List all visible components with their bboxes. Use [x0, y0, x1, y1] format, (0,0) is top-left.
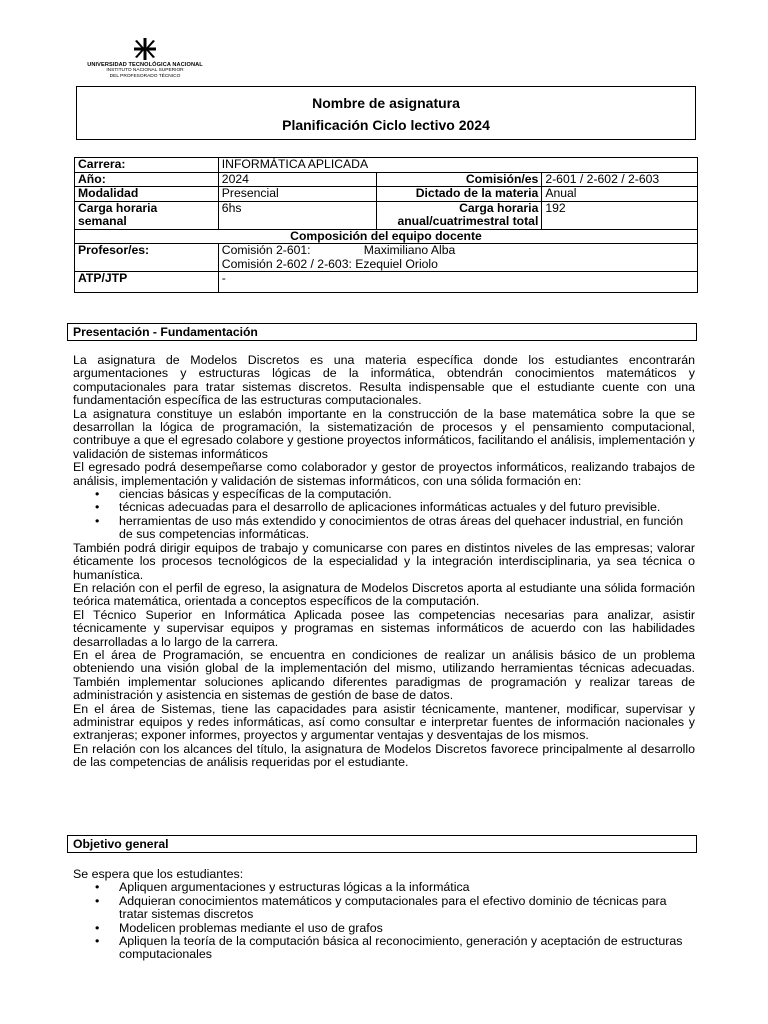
carga-semanal-value: 6hs	[218, 201, 376, 229]
row-modalidad	[75, 187, 698, 202]
presentacion-body	[73, 354, 695, 770]
anio-value: 2024	[218, 172, 376, 187]
institute-line-2: DEL PROFESORADO TÉCNICO	[109, 74, 181, 79]
paragraph: En el área de Sistemas, tiene las capacidades para asistir técnicamente, mantener, modificar, supervisar y administrar equipos y redes informáticas, así como consultar e interpretar fuentes de información nacionales y extranjeras; exponer informes, proyectos y argumentar ventajas y desventajas de los mismos.	[73, 701, 695, 743]
paragraph: También podrá dirigir equipos de trabajo y comunicarse con pares en distintos niveles de las empresas; valorar éticamente los procesos tecnológicos de la especialidad y la integración interdisciplinaria, ya sea técnica o humanística.	[73, 540, 695, 582]
list-item: • Adquieran conocimientos matemáticos y computacionales para el efectivo dominio de técnicas para tratar sistemas discretos	[119, 895, 695, 922]
list-item: • Modelicen problemas mediante el uso de grafos	[119, 922, 695, 935]
row-profesores	[75, 244, 698, 272]
profesor-1-comision: Comisión 2-601:	[221, 243, 311, 257]
paragraph: El egresado podrá desempeñarse como colaborador y gestor de proyectos informáticos, realizando trabajos de análisis, implementación y validación de sistemas informáticos, con una sólida formación en:	[73, 460, 695, 488]
utn-emblem-icon	[134, 38, 156, 60]
list-item: • ciencias básicas y específicas de la computación.	[119, 488, 695, 501]
carga-semanal-label	[75, 201, 219, 229]
row-anio	[75, 172, 698, 187]
carga-total-label	[376, 201, 542, 229]
university-logo	[80, 38, 210, 80]
institute-line-1: INSTITUTO NACIONAL SUPERIOR	[106, 68, 184, 73]
paragraph: El Técnico Superior en Informática Aplicada posee las competencias necesarias para analizar, asistir técnicamente y supervisar equipos y programas en sistemas informáticos de acuerdo con las habilidades desarrolladas a lo largo de la carrera.	[73, 607, 695, 649]
course-info-table	[74, 157, 698, 293]
university-name: UNIVERSIDAD TECNOLÓGICA NACIONAL	[87, 62, 203, 68]
atp-label: ATP/JTP	[75, 272, 219, 293]
list-item: • técnicas adecuadas para el desarrollo de aplicaciones informáticas actuales y del futuro previsible.	[119, 501, 695, 514]
row-atp	[75, 272, 698, 293]
list-item: • Apliquen argumentaciones y estructuras lógicas a la informática	[119, 881, 695, 894]
list-item: • herramientas de uso más extendido y conocimientos de otras áreas del quehacer industrial, en función de sus competencias informáticas.	[119, 515, 695, 542]
list-item: • Apliquen la teoría de la computación básica al reconocimiento, generación y aceptación de estructuras computacionales	[119, 935, 695, 962]
atp-value: -	[218, 272, 697, 293]
carga-total-label-1: Carga horaria	[459, 200, 539, 215]
profesor-2-name: Ezequiel Oriolo	[355, 256, 438, 271]
planning-title: Planificación Ciclo lectivo 2024	[282, 117, 490, 133]
paragraph: En el área de Programación, se encuentra en condiciones de realizar un análisis básico de un problema obteniendo una visión global de la implementación del mismo, utilizando herramientas técnicas adecuadas. También implementar soluciones aplicando diferentes paradigmas de programación y realizar tareas de administración y asistencia en sistemas de gestión de base de datos.	[73, 647, 695, 703]
profesor-2-comision: Comisión 2-602 / 2-603:	[221, 256, 352, 271]
carga-semanal-label-1: Carga horaria	[78, 200, 158, 215]
profesores-label: Profesor/es:	[75, 244, 219, 272]
row-carga	[75, 201, 698, 229]
dictado-value: Anual	[542, 187, 698, 202]
paragraph: En relación con el perfil de egreso, la asignatura de Modelos Discretos aporta al estudiante una sólida formación teórica matemática, orientada a conceptos específicos de la computación.	[73, 580, 695, 609]
objetivo-intro: Se espera que los estudiantes:	[73, 867, 244, 881]
carga-total-label-2: anual/cuatrimestral total	[397, 214, 539, 228]
carga-total-value: 192	[542, 201, 698, 229]
equipo-docente-header: Composición del equipo docente	[75, 229, 698, 244]
objetivo-body	[73, 868, 695, 962]
comision-label: Comisión/es	[376, 172, 542, 187]
title-box	[76, 86, 696, 140]
dictado-label: Dictado de la materia	[376, 187, 542, 202]
presentacion-heading: Presentación - Fundamentación	[67, 323, 697, 341]
profesores-value	[218, 244, 697, 272]
objetivo-list	[73, 881, 695, 961]
paragraph: En relación con los alcances del título, la asignatura de Modelos Discretos favorece principalmente al desarrollo de las competencias de análisis requeridas por el estudiante.	[73, 741, 695, 770]
modalidad-label: Modalidad	[75, 187, 219, 202]
carrera-value: INFORMÁTICA APLICADA	[218, 158, 697, 173]
anio-label: Año:	[75, 172, 219, 187]
profesor-row-2	[222, 258, 694, 272]
paragraph: La asignatura de Modelos Discretos es una materia específica donde los estudiantes encontrarán argumentaciones y estructuras lógicas de la informática, obtendrán conocimientos matemáticos y computacionales para tratar sistemas discretos. Resulta indispensable que el estudiante cuente con una fundamentación específica de las estructuras computacionales.	[73, 353, 695, 408]
formacion-list	[73, 488, 695, 542]
modalidad-value: Presencial	[218, 187, 376, 202]
objetivo-heading: Objetivo general	[67, 835, 697, 853]
paragraph: La asignatura constituye un eslabón importante en la construcción de la base matemática sobre la que se desarrollan la lógica de programación, la sistematización de procesos y el pensamiento computacional, contribuye a que el egresado colabore y gestione proyectos informáticos, facilitando el análisis, implementación y validación de sistemas informáticos	[73, 406, 695, 461]
carga-semanal-label-2: semanal	[78, 214, 127, 228]
profesor-1-name: Maximiliano Alba	[363, 243, 456, 257]
row-carrera	[75, 158, 698, 173]
carrera-label: Carrera:	[75, 158, 219, 173]
row-equipo	[75, 229, 698, 244]
profesor-row-1	[222, 244, 694, 258]
subject-name-title: Nombre de asignatura	[312, 95, 460, 111]
comision-value: 2-601 / 2-602 / 2-603	[542, 172, 698, 187]
